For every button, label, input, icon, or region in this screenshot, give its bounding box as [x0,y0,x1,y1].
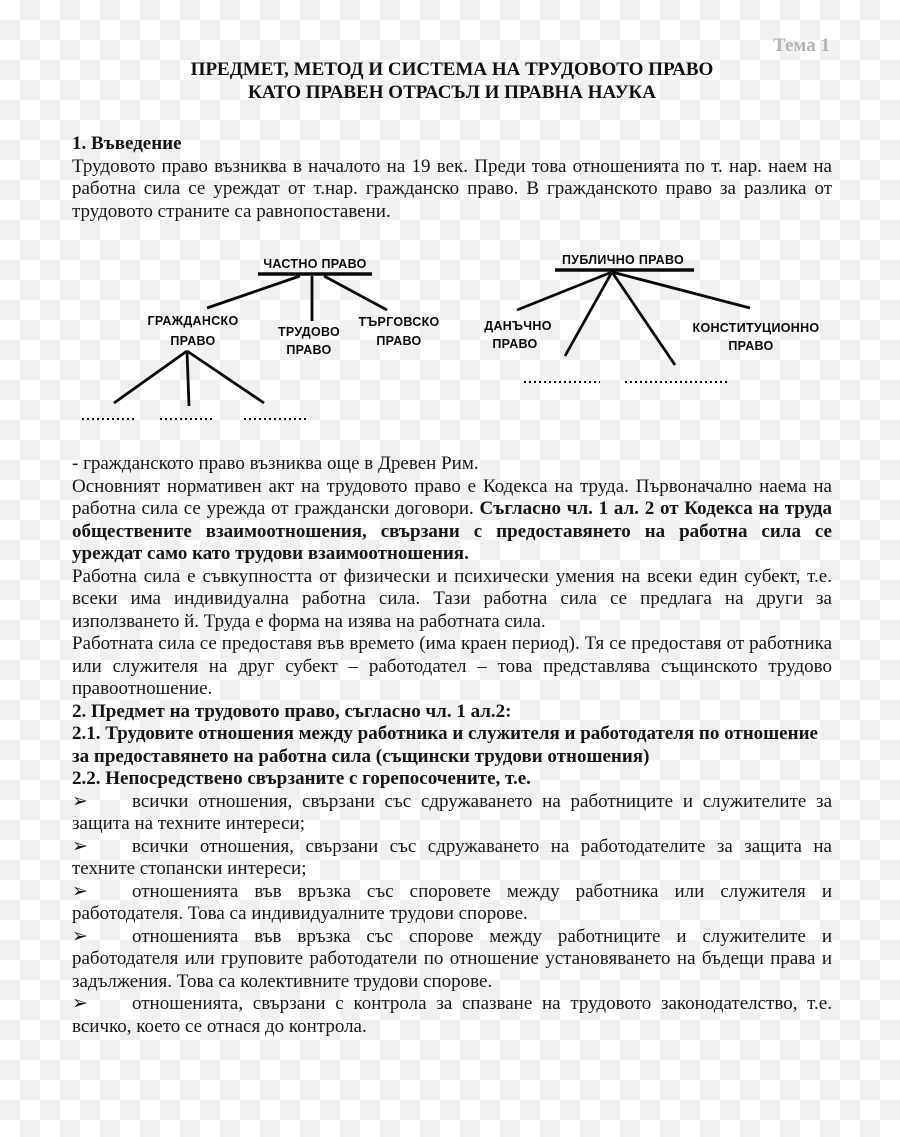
labor-law-label-line1: ТРУДОВО [277,325,341,339]
section-1-heading: 1. Въведение [72,133,182,154]
branch-line [187,351,189,406]
workforce-definition-paragraph: Работна сила е съвкупността от физически и психически умения на всеки един субект, т.е. всеки има индивидуална работна сила. Тази работна сила се предлага на други за използването й. Труда е форма на изява на работната сила. [72,565,832,632]
arrow-bullet-icon: ➢ [72,925,88,947]
bullet-text: отношенията във връзка със споровете между работника или служителя и работодателя. Това са индивидуалните трудови спорове. [72,880,832,924]
roman-law-note: - гражданското право възниква още в Древен Рим. [72,453,479,474]
document-title-line1: ПРЕДМЕТ, МЕТОД И СИСТЕМА НА ТРУДОВОТО ПРАВО [190,59,714,80]
bullet-text: всички отношения, свързани със сдружаването на работниците и служителите за защита на техните интереси; [72,790,832,834]
commercial-law-label-line2: ПРАВО [376,334,422,348]
section-2-1-heading: 2.1. Трудовите отношения между работника и служителя и работодателя по отношение за предоставянето на работна сила (същински трудови отношения) [72,723,818,767]
bullet-item [72,993,832,1038]
document-page [0,34,900,1137]
labor-code-paragraph [72,476,832,566]
commercial-law-label-line1: ТЪРГОВСКО [358,315,440,329]
branch-line [565,272,612,356]
law-branches-diagram [72,243,832,443]
branch-line [517,272,612,310]
workforce-time-paragraph: Работната сила се предоставя във времето (има краен период). Тя се предоставя от работника или служителя на друг субект – работодател – това представлява същинското трудово правоотношение. [72,633,832,699]
document-body [72,133,832,1038]
document-title-line2: КАТО ПРАВЕН ОТРАСЪЛ И ПРАВНА НАУКА [247,82,657,103]
public-law-tree [484,253,819,382]
bullet-item [72,836,832,881]
private-law-tree [82,257,440,419]
bullet-item [72,881,832,926]
labor-code-text-bold: Съгласно чл. 1 ал. 2 от Кодекса на труда обществените взаимоотношения, свързани с предоставянето на работна сила се уреждат само като трудови взаимоотношения. [72,498,833,564]
branch-line [114,351,187,403]
bullet-item [72,791,832,836]
bullet-text: всички отношения, свързани със сдружаването на работодателите за защита на техните стопански интереси; [72,835,832,879]
page-tag: Тема 1 [773,35,830,56]
private-law-root-label: ЧАСТНО ПРАВО [263,257,367,271]
civil-law-label-line2: ПРАВО [170,334,216,348]
public-law-root-label: ПУБЛИЧНО ПРАВО [561,253,685,267]
intro-paragraph: Трудовото право възниква в началото на 19 век. Преди това отношенията по т. нар. наем на работна сила се уреждат от т.нар. гражданско право. В гражданското право за разлика от трудовото страните са равнопоставени. [72,155,832,222]
bullet-item [72,926,832,994]
branch-line [187,351,264,403]
bullet-text: отношенията във връзка със спорове между работниците и служителите и работодателя или груповите работодатели по отношение установяването на бъдещи права и задължения. Това са колективните трудови спорове. [72,925,832,992]
civil-law-label-line1: ГРАЖДАНСКО [147,314,239,328]
labor-law-label-line2: ПРАВО [286,343,332,357]
bullet-text: отношенията, свързани с контрола за спазване на трудовото законодателство, т.е. всичко, което се отнася до контрола. [72,993,832,1037]
branch-line [324,276,387,310]
section-2-heading: 2. Предмет на трудовото право, съгласно чл. 1 ал.2: [72,700,512,722]
constitutional-law-label-line1: КОНСТИТУЦИОННО [692,321,820,335]
section-2-2-heading: 2.2. Непосредствено свързаните с горепосочените, т.е. [72,768,531,789]
labor-code-text-normal: Основният нормативен акт на трудовото право е Кодекса на труда. Първоначално наема на работна сила се урежда от граждански договори. [72,475,832,519]
arrow-bullet-icon: ➢ [72,790,88,812]
arrow-bullet-icon: ➢ [72,880,88,902]
tax-law-label-line1: ДАНЪЧНО [484,319,552,333]
arrow-bullet-icon: ➢ [72,993,88,1014]
document-title [72,58,832,104]
branch-line [207,276,300,308]
constitutional-law-label-line2: ПРАВО [728,339,774,353]
arrow-bullet-icon: ➢ [72,835,88,857]
tax-law-label-line2: ПРАВО [492,337,538,351]
